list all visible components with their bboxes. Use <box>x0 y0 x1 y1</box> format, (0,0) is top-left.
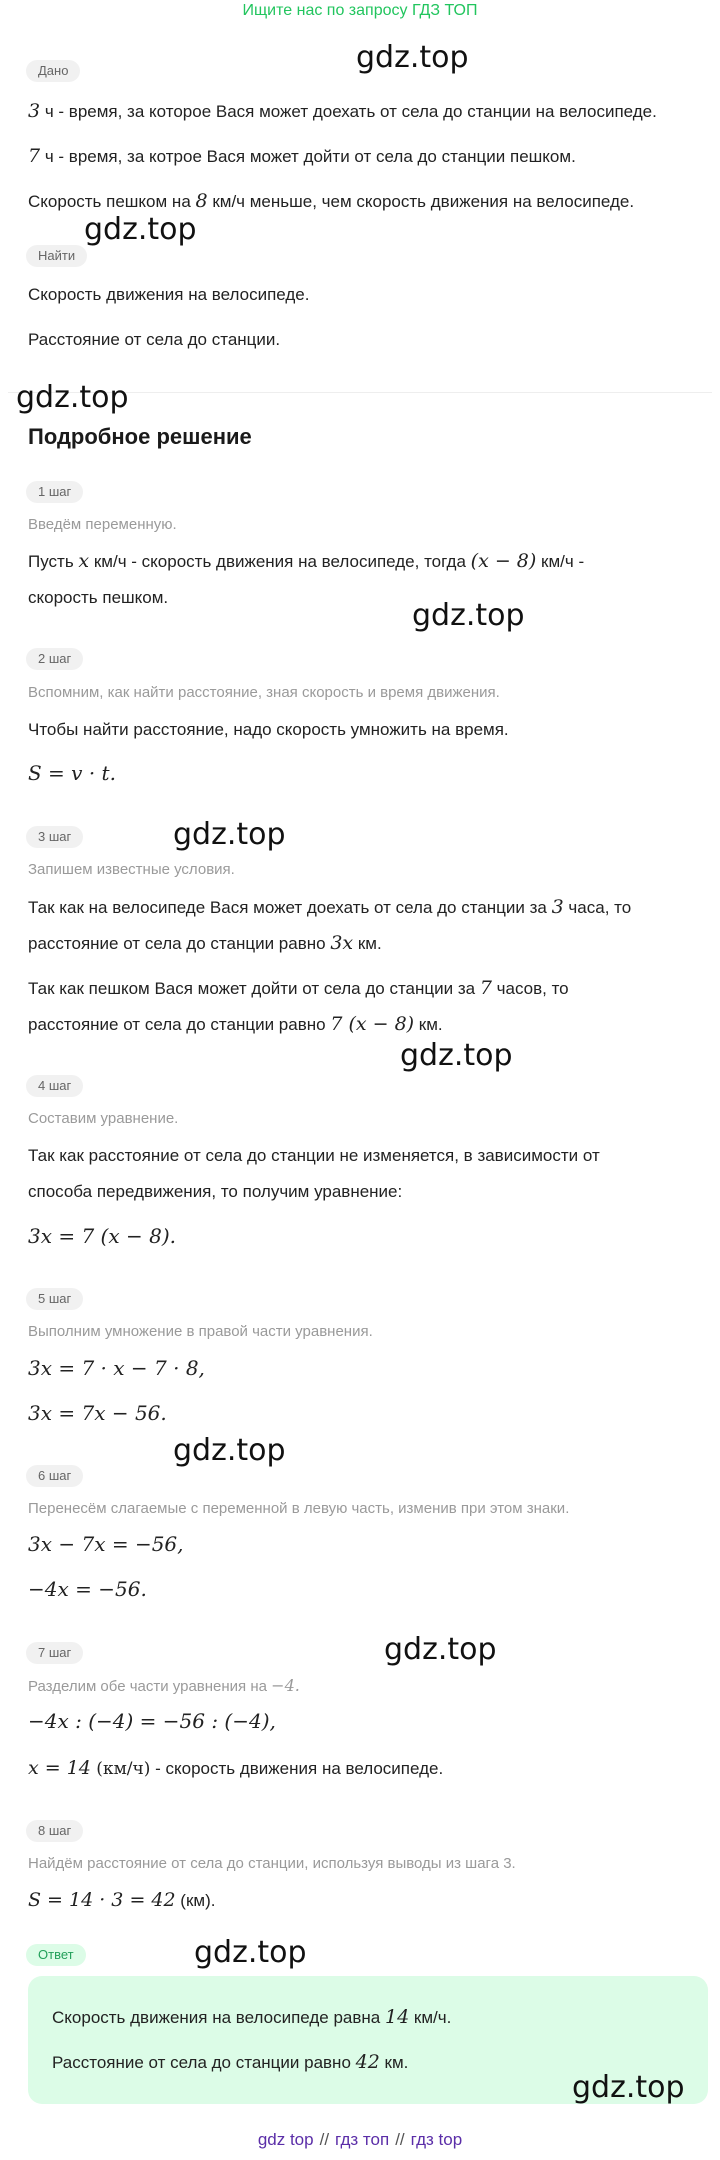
step-4-line-1: Так как расстояние от села до станции не изменяется, в зависимости от <box>28 1146 600 1165</box>
footer-link-1[interactable]: gdz top <box>257 2130 314 2149</box>
step-2-formula: S = v · t. <box>28 761 116 785</box>
watermark: gdz.top <box>173 1433 286 1468</box>
step-8-formula: S = 14 · 3 = 42 (км). <box>28 1889 216 1911</box>
given-line-1: 3 ч - время, за которое Вася может доехать от села до станции на велосипеде. <box>28 100 657 122</box>
watermark: gdz.top <box>194 1935 307 1970</box>
footer-links <box>0 2130 720 2150</box>
watermark: gdz.top <box>400 1038 513 1073</box>
step-3-chip: 3 шаг <box>26 826 83 848</box>
solution-title: Подробное решение <box>28 424 252 449</box>
step-1-line-1: Пусть x км/ч - скорость движения на велосипеде, тогда (x − 8) км/ч - <box>28 550 585 572</box>
step-7-chip: 7 шаг <box>26 1642 83 1664</box>
footer-sep: // <box>395 2130 405 2149</box>
step-4-hint: Составим уравнение. <box>28 1110 179 1127</box>
find-line-1: Скорость движения на велосипеде. <box>28 285 310 304</box>
step-3-line-4: расстояние от села до станции равно 7 (x − 8) км. <box>28 1013 443 1035</box>
step-6-chip: 6 шаг <box>26 1465 83 1487</box>
step-2-hint: Вспомним, как найти расстояние, зная скорость и время движения. <box>28 684 500 701</box>
step-6-hint: Перенесём слагаемые с переменной в левую часть, изменив при этом знаки. <box>28 1500 570 1517</box>
step-3-hint: Запишем известные условия. <box>28 861 235 878</box>
given-chip: Дано <box>26 60 80 82</box>
search-banner: Ищите нас по запросу ГДЗ ТОП <box>242 2 478 19</box>
step-2-chip: 2 шаг <box>26 648 83 670</box>
step-4-chip: 4 шаг <box>26 1075 83 1097</box>
answer-line-1: Скорость движения на велосипеде равна 14 км/ч. <box>52 2006 452 2028</box>
step-7-formula-1: −4x : (−4) = −56 : (−4), <box>28 1709 276 1733</box>
answer-line-2: Расстояние от села до станции равно 42 км. <box>52 2051 409 2073</box>
step-4-formula: 3x = 7 (x − 8). <box>28 1224 176 1248</box>
find-chip: Найти <box>26 245 87 267</box>
given-line-2: 7 ч - время, за котрое Вася может дойти от села до станции пешком. <box>28 145 576 167</box>
answer-chip: Ответ <box>26 1944 86 1966</box>
step-5-formula-1: 3x = 7 · x − 7 · 8, <box>28 1356 205 1380</box>
find-line-2: Расстояние от села до станции. <box>28 330 281 349</box>
footer-link-2[interactable]: гдз топ <box>335 2130 390 2149</box>
step-5-hint: Выполним умножение в правой части уравнения. <box>28 1323 373 1340</box>
step-5-formula-2: 3x = 7x − 56. <box>28 1401 167 1425</box>
step-1-chip: 1 шаг <box>26 481 83 503</box>
watermark: gdz.top <box>356 40 469 75</box>
step-1-line-2: скорость пешком. <box>28 588 169 607</box>
step-6-formula-2: −4x = −56. <box>28 1577 147 1601</box>
watermark: gdz.top <box>572 2070 685 2105</box>
step-8-hint: Найдём расстояние от села до станции, используя выводы из шага 3. <box>28 1855 516 1872</box>
step-3-line-3: Так как пешком Вася может дойти от села до станции за 7 часов, то <box>28 977 569 999</box>
footer-sep: // <box>319 2130 330 2149</box>
watermark: gdz.top <box>16 380 129 415</box>
step-3-line-1: Так как на велосипеде Вася может доехать от села до станции за 3 часа, то <box>28 896 632 918</box>
watermark: gdz.top <box>84 212 197 247</box>
step-7-formula-2: x = 14 (км/ч) - скорость движения на велосипеде. <box>28 1757 444 1779</box>
step-3-line-2: расстояние от села до станции равно 3x км. <box>28 932 382 954</box>
step-5-chip: 5 шаг <box>26 1288 83 1310</box>
step-4-line-2: способа передвижения, то получим уравнение: <box>28 1182 403 1201</box>
step-1-hint: Введём переменную. <box>28 516 177 533</box>
watermark: gdz.top <box>412 598 525 633</box>
step-8-chip: 8 шаг <box>26 1820 83 1842</box>
given-line-3: Скорость пешком на 8 км/ч меньше, чем скорость движения на велосипеде. <box>28 190 635 212</box>
step-7-hint: Разделим обе части уравнения на −4. <box>28 1676 300 1695</box>
footer-link-3[interactable]: гдз top <box>410 2130 463 2149</box>
step-2-line-1: Чтобы найти расстояние, надо скорость умножить на время. <box>28 720 509 739</box>
watermark: gdz.top <box>173 817 286 852</box>
step-6-formula-1: 3x − 7x = −56, <box>28 1532 184 1556</box>
watermark: gdz.top <box>384 1632 497 1667</box>
